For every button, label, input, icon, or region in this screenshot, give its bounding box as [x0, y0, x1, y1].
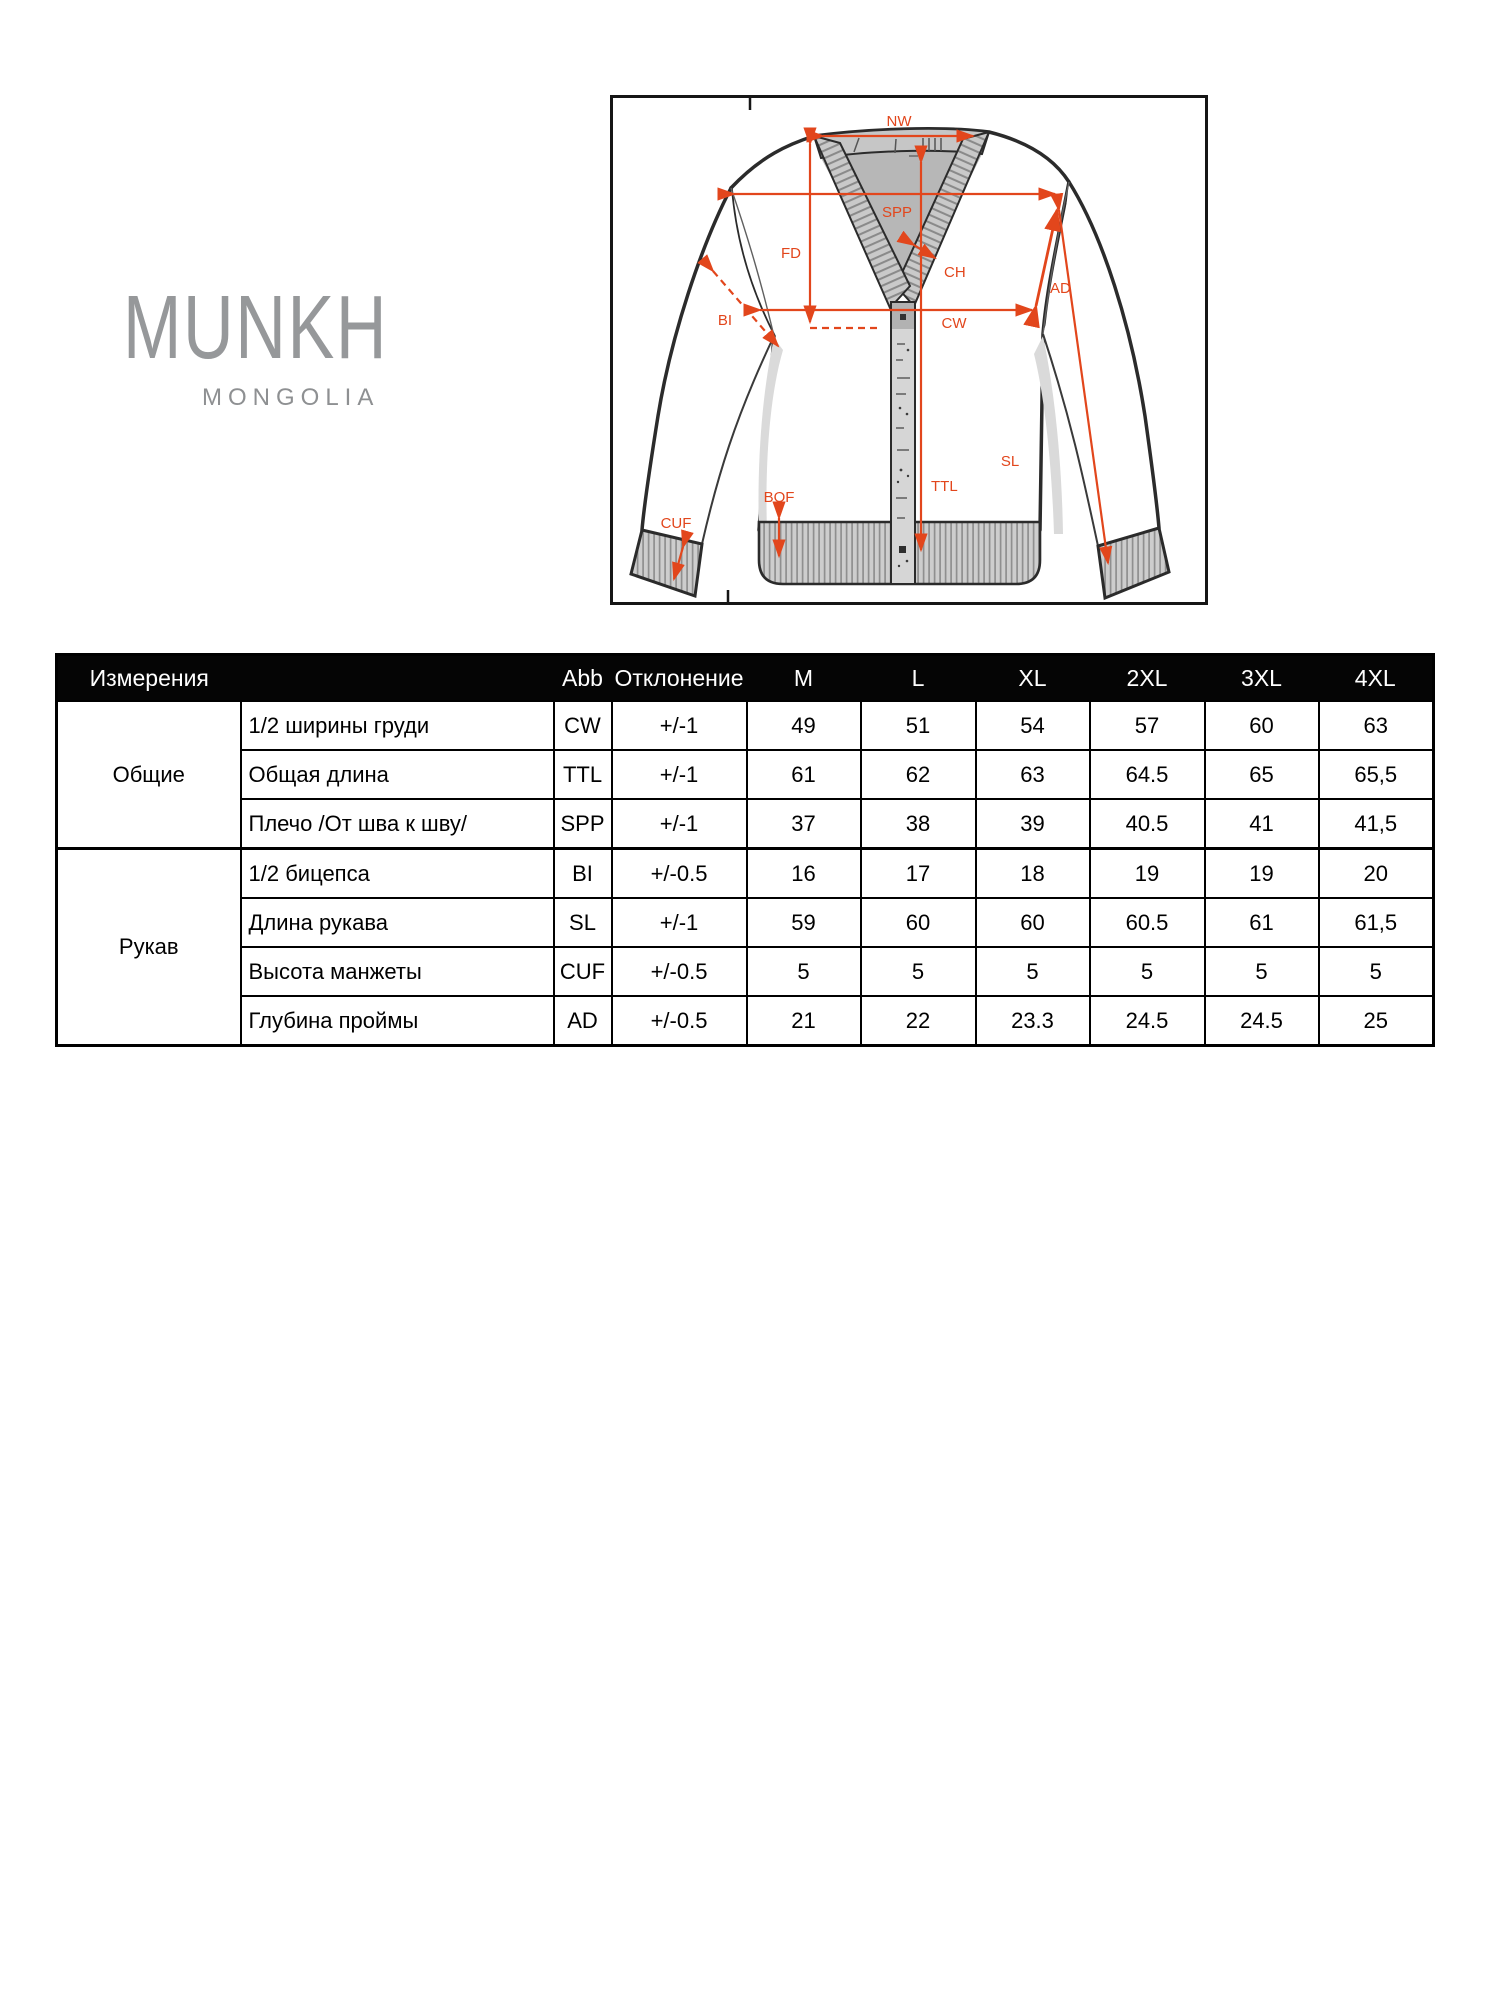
row-tolerance: +/-1: [612, 898, 747, 947]
group-label-general: Общие: [57, 701, 241, 849]
value-cell: 39: [976, 799, 1090, 849]
row-tolerance: +/-1: [612, 701, 747, 750]
table-row: [57, 799, 1434, 849]
value-cell: 17: [861, 849, 976, 899]
value-cell: 18: [976, 849, 1090, 899]
header-spacer: [241, 655, 554, 702]
value-cell: 65: [1205, 750, 1319, 799]
row-tolerance: +/-0.5: [612, 849, 747, 899]
row-tolerance: +/-1: [612, 799, 747, 849]
row-tolerance: +/-0.5: [612, 996, 747, 1046]
value-cell: 19: [1090, 849, 1205, 899]
value-cell: 62: [861, 750, 976, 799]
row-tolerance: +/-0.5: [612, 947, 747, 996]
header-size-l: L: [861, 655, 976, 702]
nw-label: NW: [886, 113, 912, 130]
value-cell: 19: [1205, 849, 1319, 899]
value-cell: 5: [1319, 947, 1434, 996]
value-cell: 16: [747, 849, 861, 899]
cardigan-drawing: [631, 98, 1169, 602]
ch-label: CH: [944, 264, 966, 281]
row-abb: SPP: [554, 799, 612, 849]
value-cell: 61,5: [1319, 898, 1434, 947]
value-cell: 5: [976, 947, 1090, 996]
size-diagram-frame: [610, 95, 1208, 605]
value-cell: 64.5: [1090, 750, 1205, 799]
row-name: Общая длина: [241, 750, 554, 799]
value-cell: 65,5: [1319, 750, 1434, 799]
sl-label: SL: [1000, 453, 1020, 470]
value-cell: 25: [1319, 996, 1434, 1046]
header-size-3xl: 3XL: [1205, 655, 1319, 702]
row-name: Высота манжеты: [241, 947, 554, 996]
row-name: 1/2 бицепса: [241, 849, 554, 899]
value-cell: 23.3: [976, 996, 1090, 1046]
size-table: [55, 653, 1435, 1047]
value-cell: 38: [861, 799, 976, 849]
value-cell: 60: [976, 898, 1090, 947]
value-cell: 41: [1205, 799, 1319, 849]
button-placket: [891, 302, 915, 584]
header-measurements: Измерения: [57, 655, 241, 702]
value-cell: 60.5: [1090, 898, 1205, 947]
value-cell: 59: [747, 898, 861, 947]
value-cell: 51: [861, 701, 976, 750]
value-cell: 24.5: [1205, 996, 1319, 1046]
row-abb: TTL: [554, 750, 612, 799]
value-cell: 49: [747, 701, 861, 750]
row-name: 1/2 ширины груди: [241, 701, 554, 750]
value-cell: 63: [976, 750, 1090, 799]
header-tolerance: Отклонение: [612, 655, 747, 702]
table-row: [57, 849, 1434, 899]
header-size-xl: XL: [976, 655, 1090, 702]
value-cell: 22: [861, 996, 976, 1046]
cw-label: CW: [941, 315, 967, 332]
value-cell: 24.5: [1090, 996, 1205, 1046]
header-size-m: M: [747, 655, 861, 702]
brand-wordmark: MUNKH: [123, 278, 389, 378]
row-name: Плечо /От шва к шву/: [241, 799, 554, 849]
table-row: [57, 750, 1434, 799]
value-cell: 20: [1319, 849, 1434, 899]
value-cell: 37: [747, 799, 861, 849]
value-cell: 21: [747, 996, 861, 1046]
value-cell: 63: [1319, 701, 1434, 750]
row-abb: CW: [554, 701, 612, 750]
value-cell: 54: [976, 701, 1090, 750]
row-name: Длина рукава: [241, 898, 554, 947]
header-size-2xl: 2XL: [1090, 655, 1205, 702]
brand-country: MONGOLIA: [202, 384, 380, 411]
table-row: [57, 701, 1434, 750]
ttl-label: TTL: [931, 478, 958, 495]
spp-label: SPP: [881, 204, 913, 221]
value-cell: 57: [1090, 701, 1205, 750]
group-label-sleeve: Рукав: [57, 849, 241, 1046]
value-cell: 40.5: [1090, 799, 1205, 849]
table-row: [57, 898, 1434, 947]
row-abb: CUF: [554, 947, 612, 996]
table-row: [57, 996, 1434, 1046]
cardigan-diagram: [613, 98, 1205, 602]
row-abb: SL: [554, 898, 612, 947]
value-cell: 61: [1205, 898, 1319, 947]
header-size-4xl: 4XL: [1319, 655, 1434, 702]
row-tolerance: +/-1: [612, 750, 747, 799]
row-name: Глубина проймы: [241, 996, 554, 1046]
bof-label: BOF: [763, 489, 795, 506]
value-cell: 5: [1205, 947, 1319, 996]
value-cell: 5: [747, 947, 861, 996]
cuf-label: CUF: [660, 515, 692, 532]
table-row: [57, 947, 1434, 996]
value-cell: 5: [1090, 947, 1205, 996]
value-cell: 61: [747, 750, 861, 799]
row-abb: AD: [554, 996, 612, 1046]
fd-label: FD: [781, 245, 801, 262]
value-cell: 5: [861, 947, 976, 996]
value-cell: 60: [861, 898, 976, 947]
row-abb: BI: [554, 849, 612, 899]
ad-label: AD: [1050, 280, 1071, 297]
value-cell: 41,5: [1319, 799, 1434, 849]
value-cell: 60: [1205, 701, 1319, 750]
header-abb: Abb: [554, 655, 612, 702]
table-header-row: [57, 655, 1434, 702]
bi-label: BI: [717, 312, 733, 329]
